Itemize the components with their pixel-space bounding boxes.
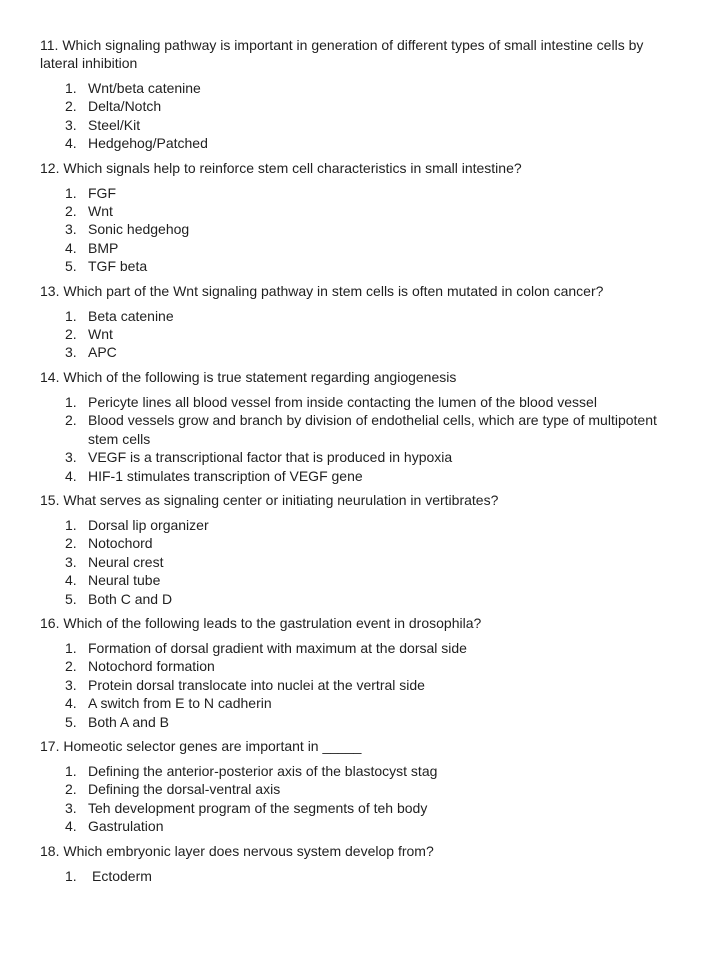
question-text: 16. Which of the following leads to the gastrulation event in drosophila? (40, 614, 482, 631)
option-item: 3. Protein dorsal translocate into nuclei at the vertral side (65, 676, 425, 693)
option-item: 4. BMP (65, 239, 119, 256)
question-text: 15. What serves as signaling center or initiating neurulation in vertibrates? (40, 491, 499, 508)
option-list (40, 762, 670, 836)
option-item: 4. Hedgehog/Patched (65, 135, 208, 152)
question-text: 17. Homeotic selector genes are important in _____ (40, 737, 362, 754)
question-block (40, 491, 670, 608)
option-item: 3. Sonic hedgehog (65, 221, 190, 238)
option-item: 3. Neural crest (65, 553, 164, 570)
option-item: 2. Blood vessels grow and branch by division of endothelial cells, which are type of multipotent stem cells (65, 412, 657, 447)
option-list (40, 639, 670, 731)
option-item: 1. Wnt/beta catenine (65, 80, 201, 96)
question-text: 14. Which of the following is true statement regarding angiogenesis (40, 368, 457, 385)
option-item: 1. Pericyte lines all blood vessel from inside contacting the lumen of the blood vessel (65, 393, 597, 410)
option-list (40, 307, 670, 362)
option-item: 2. Notochord formation (65, 658, 215, 675)
option-item: 5. Both A and B (65, 713, 169, 730)
option-item: 4. HIF-1 stimulates transcription of VEGF gene (65, 467, 363, 484)
option-list (40, 867, 670, 885)
option-item: 2. Delta/Notch (65, 98, 162, 115)
option-item: 2. Defining the dorsal-ventral axis (65, 781, 281, 798)
question-text: 18. Which embryonic layer does nervous system develop from? (40, 842, 434, 859)
option-item: 1. Defining the anterior-posterior axis of the blastocyst stag (65, 762, 438, 779)
question-block (40, 282, 670, 362)
option-list (40, 79, 670, 153)
option-list (40, 516, 670, 608)
question-text: 12. Which signals help to reinforce stem cell characteristics in small intestine? (40, 159, 522, 176)
option-item: 3. APC (65, 344, 117, 361)
option-item: 4. Neural tube (65, 572, 161, 589)
option-item: 5. Both C and D (65, 590, 173, 607)
question-block (40, 36, 670, 153)
option-item: 3. Steel/Kit (65, 116, 141, 133)
option-item: 1. Ectoderm (65, 867, 152, 884)
question-block (40, 842, 670, 885)
option-item: 1. Dorsal lip organizer (65, 516, 209, 533)
option-item: 2. Notochord (65, 535, 153, 552)
option-item: 1. FGF (65, 184, 116, 201)
document-body (40, 36, 670, 891)
question-block (40, 614, 670, 731)
option-item: 3. Teh development program of the segments of teh body (65, 799, 428, 816)
option-item: 4. A switch from E to N cadherin (65, 695, 272, 712)
option-item: 3. VEGF is a transcriptional factor that is produced in hypoxia (65, 449, 453, 466)
option-item: 4. Gastrulation (65, 818, 164, 835)
option-list (40, 393, 670, 485)
option-item: 1. Beta catenine (65, 307, 174, 324)
option-item: 2. Wnt (65, 203, 113, 220)
option-item: 2. Wnt (65, 326, 113, 343)
option-list (40, 184, 670, 276)
question-block (40, 368, 670, 485)
option-item: 1. Formation of dorsal gradient with maximum at the dorsal side (65, 639, 467, 656)
question-text: 13. Which part of the Wnt signaling pathway in stem cells is often mutated in colon cancer? (40, 282, 604, 299)
question-block (40, 159, 670, 276)
question-block (40, 737, 670, 836)
question-text: 11. Which signaling pathway is important in generation of different types of small intestine cells by lateral inhibition (40, 37, 644, 71)
option-item: 5. TGF beta (65, 258, 148, 275)
